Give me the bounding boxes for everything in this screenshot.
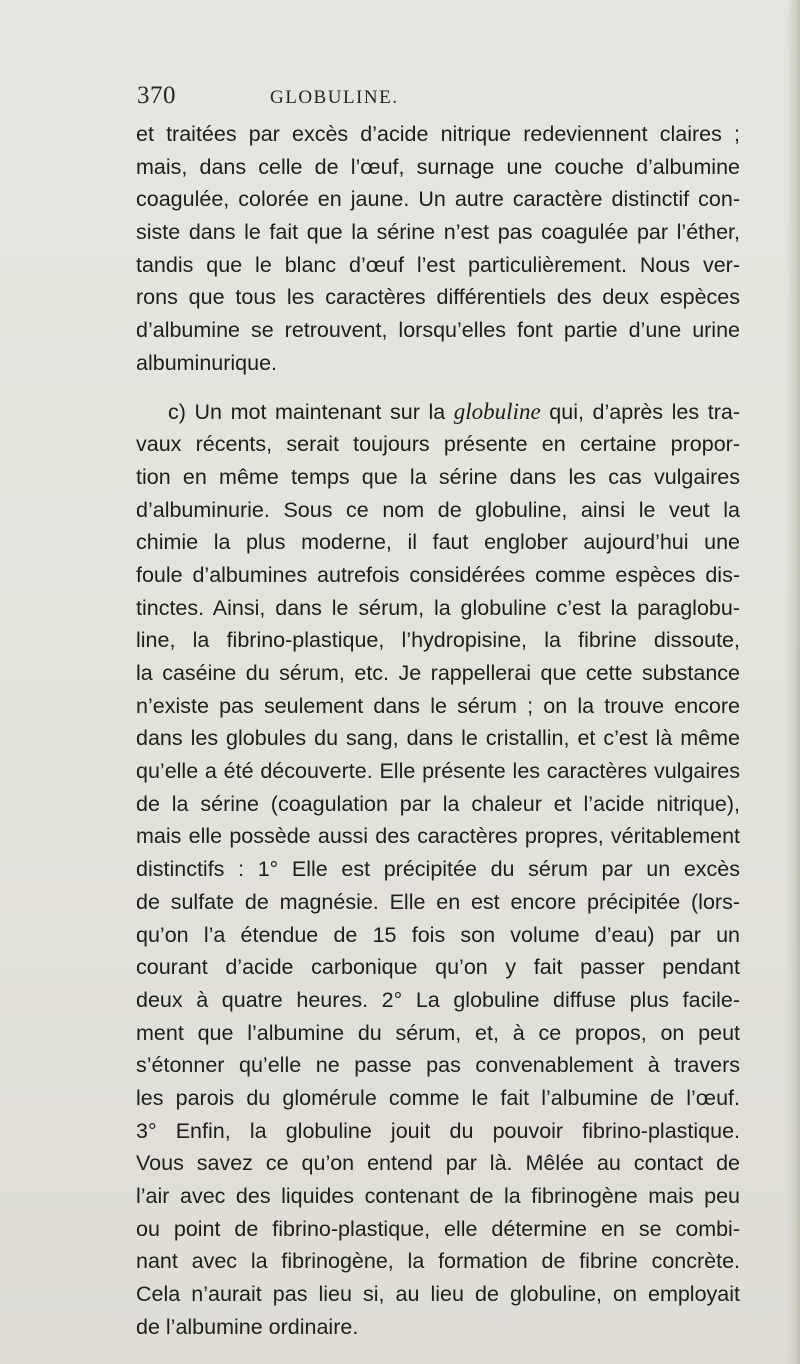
text-line: ou point de fibrino-plastique, elle détermine en se combi- <box>136 1216 740 1241</box>
text-line: dans les globules du sang, dans le cristallin, et c’est là même <box>136 726 740 751</box>
paragraph-2 <box>136 396 740 1344</box>
text-line: l’air avec des liquides contenant de la fibrinogène mais peu <box>136 1184 740 1208</box>
text-line: line, la fibrino-plastique, l’hydropisine, la fibrine dissoute, <box>136 628 740 653</box>
text-line: Cela n’aurait pas lieu si, au lieu de globuline, on employait <box>136 1282 740 1307</box>
text-line: distinctifs : 1° Elle est précipitée du sérum par un excès <box>136 857 740 882</box>
emphasized-term: globuline <box>453 398 541 424</box>
text-line: la caséine du sérum, etc. Je rappellerai que cette substance <box>136 661 740 685</box>
text-line: 3° Enfin, la globuline jouit du pouvoir fibrino-plastique. <box>136 1118 740 1143</box>
text-line: mais elle possède aussi des caractères propres, véritablement <box>136 824 740 849</box>
text-line: de l’albumine ordinaire. <box>136 1314 359 1339</box>
running-head <box>0 82 800 122</box>
text-line: foule d’albumines autrefois considérées comme espèces dis- <box>136 562 740 587</box>
text-line: d’albumine se retrouvent, lorsqu’elles font partie d’une urine <box>136 318 740 343</box>
text-line: deux à quatre heures. 2° La globuline diffuse plus facile- <box>136 987 740 1012</box>
text-line: chimie la plus moderne, il faut englober aujourd’hui une <box>136 530 740 555</box>
text-line: courant d’acide carbonique qu’on y fait passer pendant <box>136 955 740 980</box>
text-line: n’existe pas seulement dans le sérum ; on la trouve encore <box>136 693 740 718</box>
text-line: mais, dans celle de l’œuf, surnage une couche d’albumine <box>136 154 740 179</box>
text-line: nant avec la fibrinogène, la formation de fibrine concrète. <box>136 1249 740 1274</box>
text-line: rons que tous les caractères différentiels des deux espèces <box>136 285 740 310</box>
text-line: tion en même temps que la sérine dans les cas vulgaires <box>136 464 740 489</box>
text-run: qui, d’après les tra- <box>540 399 740 424</box>
text-line: les parois du glomérule comme le fait l’albumine de l’œuf. <box>136 1085 740 1110</box>
text-line: et traitées par excès d’acide nitrique redeviennent claires ; <box>136 122 740 146</box>
page-edge <box>786 0 800 1364</box>
text-line: coagulée, colorée en jaune. Un autre caractère distinctif con- <box>136 187 740 212</box>
text-line: tinctes. Ainsi, dans le sérum, la globuline c’est la paraglobu- <box>136 595 740 620</box>
text-line: Vous savez ce qu’on entend par là. Mêlée au contact de <box>136 1151 740 1176</box>
body-text <box>136 118 740 1343</box>
text-line: qu’on l’a étendue de 15 fois son volume d’eau) par un <box>136 922 740 947</box>
paragraph-1 <box>136 118 740 380</box>
page-number: 370 <box>137 82 176 109</box>
text-line: siste dans le fait que la sérine n’est pas coagulée par l’éther, <box>136 220 740 245</box>
text-line: de la sérine (coagulation par la chaleur et l’acide nitrique), <box>136 791 740 816</box>
text-line: d’albuminurie. Sous ce nom de globuline, ainsi le veut la <box>136 497 740 522</box>
text-line <box>136 396 740 429</box>
text-line: ment que l’albumine du sérum, et, à ce propos, on peut <box>136 1020 740 1045</box>
text-line: qu’elle a été découverte. Elle présente les caractères vulgaires <box>136 759 740 784</box>
running-title: GLOBULINE. <box>270 87 399 108</box>
text-line: albuminurique. <box>136 350 278 375</box>
paragraph-gap <box>136 380 740 396</box>
text-line: de sulfate de magnésie. Elle en est encore précipitée (lors- <box>136 889 740 914</box>
text-line: vaux récents, serait toujours présente en certaine propor- <box>136 432 740 457</box>
text-run: c) Un mot maintenant sur la <box>168 399 454 424</box>
text-line: s’étonner qu’elle ne passe pas convenablement à travers <box>136 1053 740 1078</box>
text-line: tandis que le blanc d’œuf l’est particulièrement. Nous ver- <box>136 252 740 277</box>
